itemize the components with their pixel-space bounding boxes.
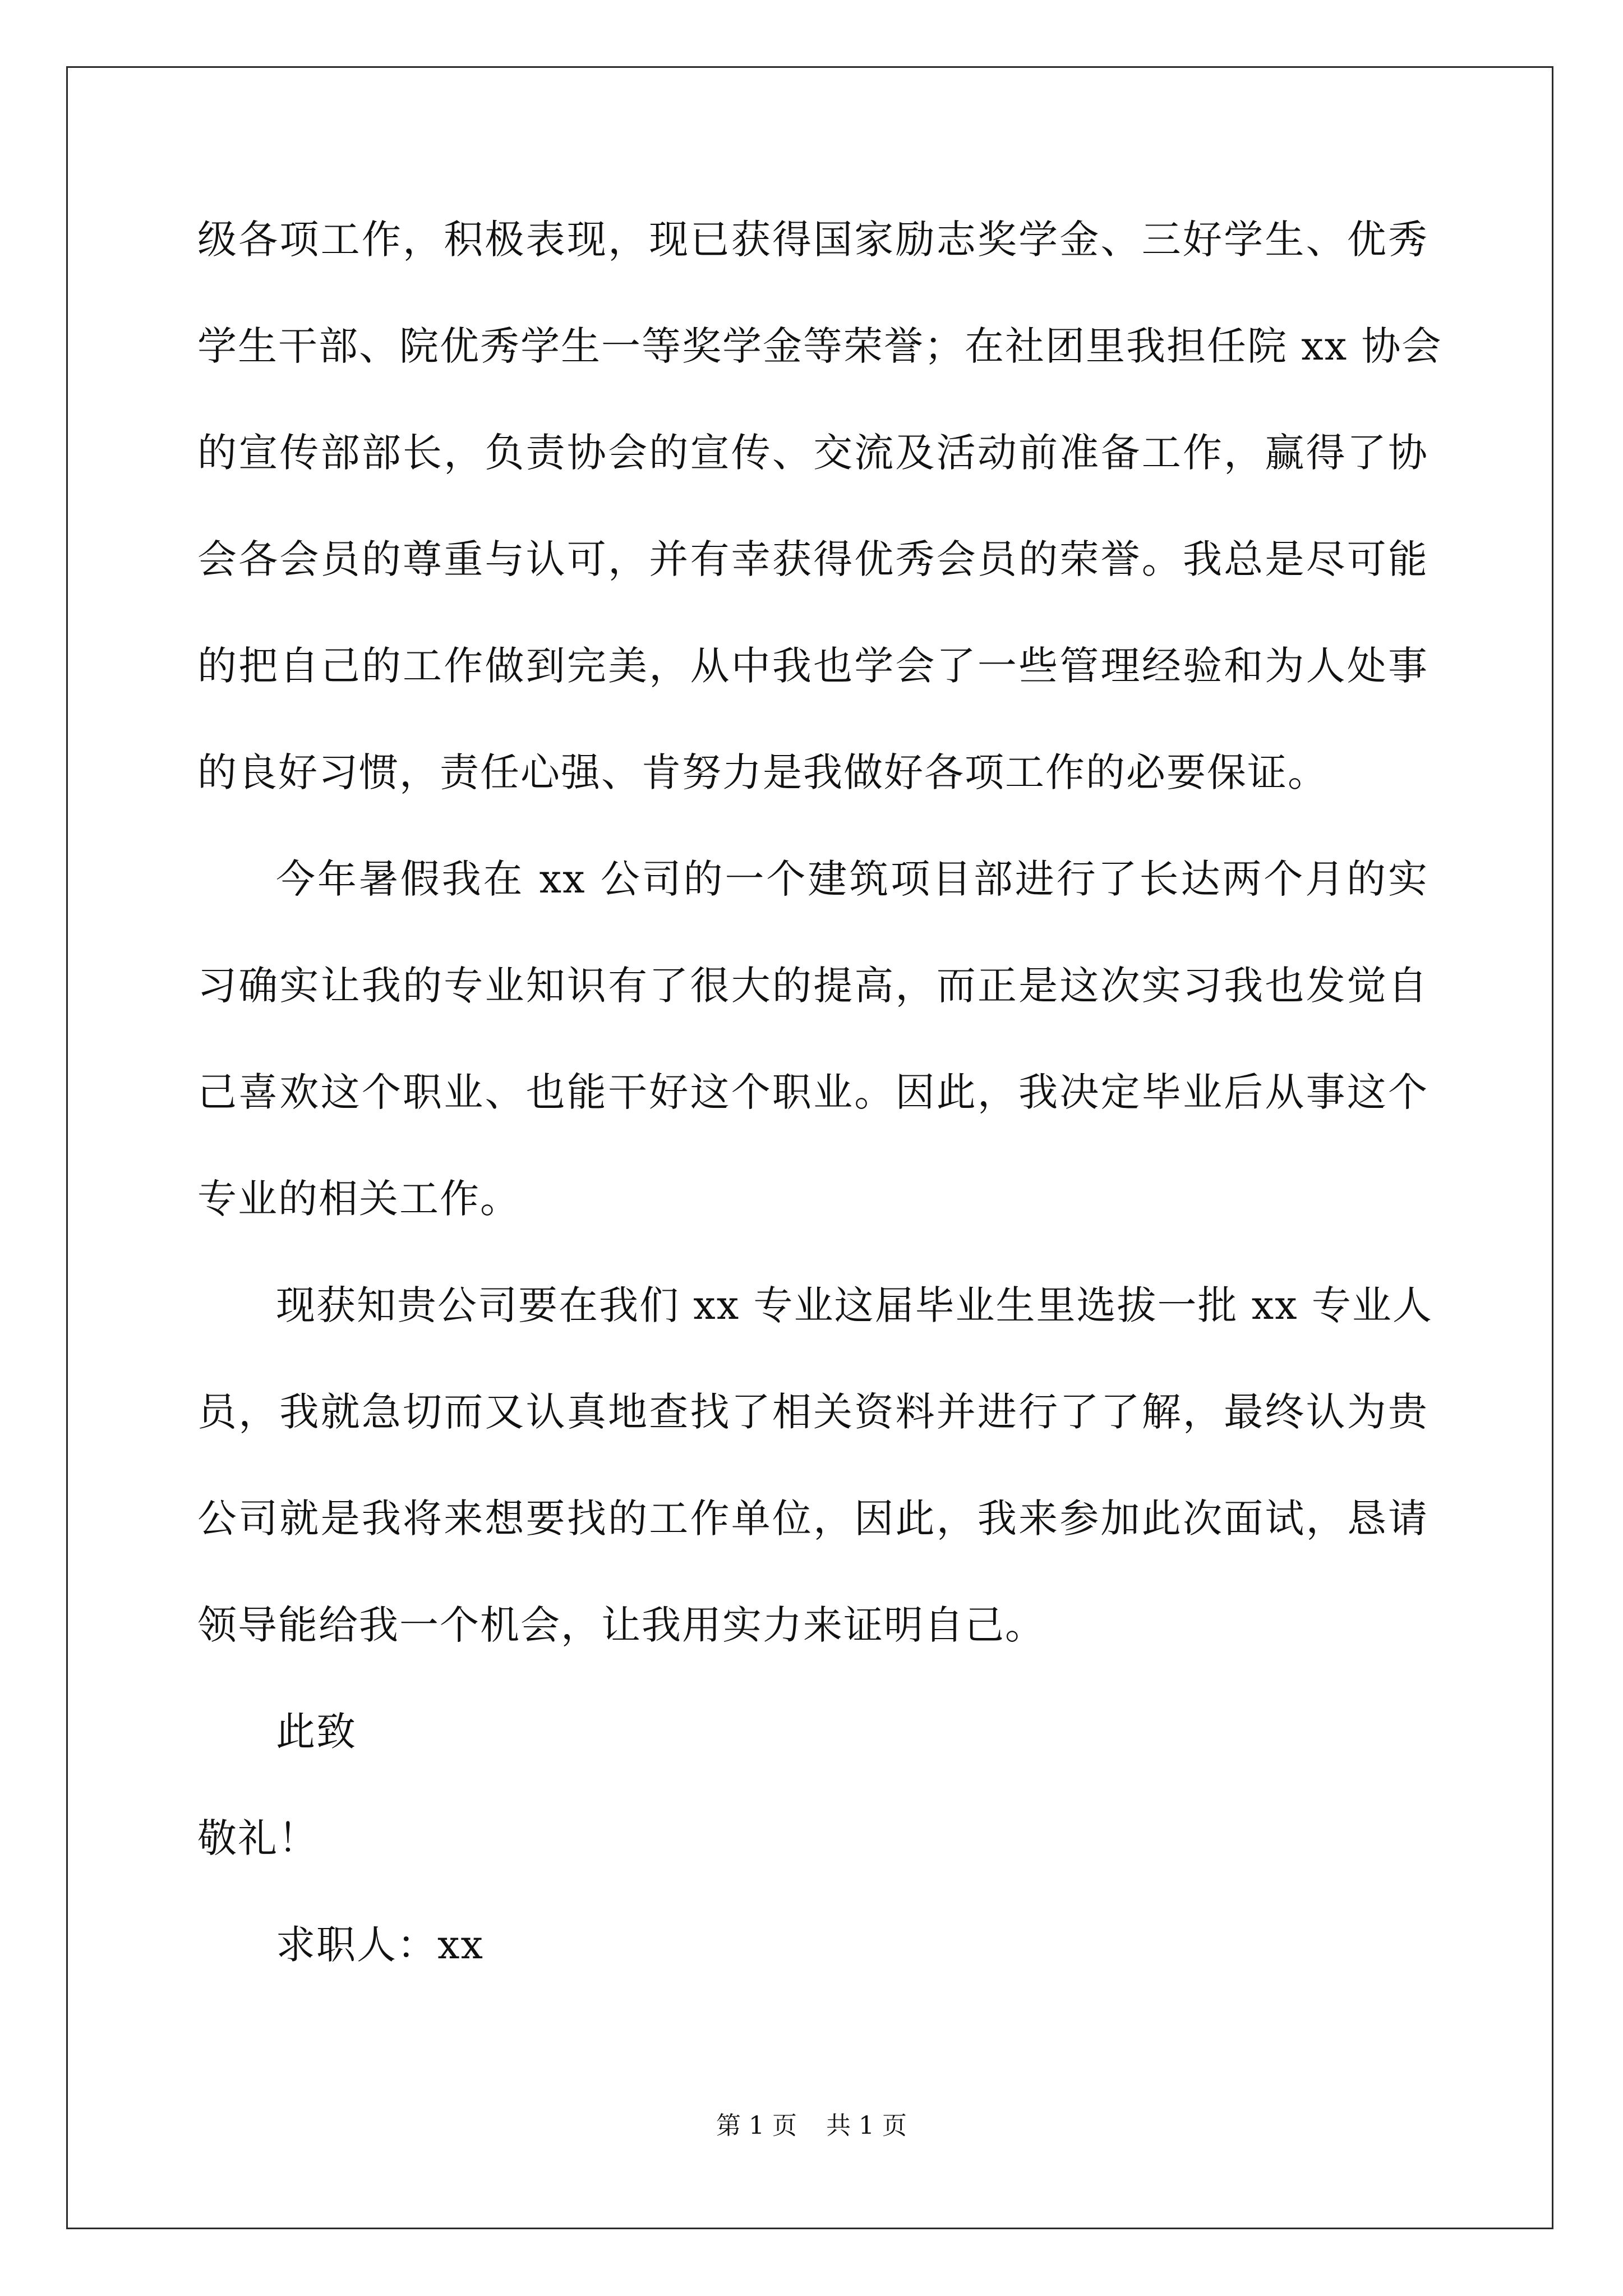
- closing-salutation: 此致: [276, 1709, 357, 1755]
- paragraph-line: 今年暑假我在 xx 公司的一个建筑项目部进行了长达两个月的实: [276, 856, 1428, 902]
- letter-body: [197, 209, 1442, 2021]
- paragraph-line: 公司就是我将来想要找的工作单位，因此，我来参加此次面试，恳请: [197, 1496, 1428, 1542]
- paragraph-line: 会各会员的尊重与认可，并有幸获得优秀会员的荣誉。我总是尽可能: [197, 536, 1428, 582]
- page-number: 第 1 页: [716, 2111, 797, 2140]
- paragraph-line: 级各项工作，积极表现，现已获得国家励志奖学金、三好学生、优秀: [197, 217, 1428, 263]
- applicant-signature: 求职人：xx: [276, 1922, 484, 1968]
- paragraph-line: 领导能给我一个机会，让我用实力来证明自己。: [197, 1602, 1045, 1648]
- page-total: 共 1 页: [826, 2111, 907, 2140]
- paragraph-line: 专业的相关工作。: [197, 1176, 520, 1222]
- paragraph-line: 的良好习惯，责任心强、肯努力是我做好各项工作的必要保证。: [197, 749, 1328, 795]
- paragraph-line: 己喜欢这个职业、也能干好这个职业。因此，我决定毕业后从事这个: [197, 1069, 1428, 1115]
- page-footer: [0, 2109, 1623, 2143]
- closing-regards: 敬礼！: [197, 1815, 319, 1861]
- paragraph-line: 的宣传部部长，负责协会的宣传、交流及活动前准备工作，赢得了协: [197, 430, 1428, 476]
- paragraph-line: 习确实让我的专业知识有了很大的提高，而正是这次实习我也发觉自: [197, 963, 1428, 1009]
- paragraph-line: 的把自己的工作做到完美，从中我也学会了一些管理经验和为人处事: [197, 643, 1428, 689]
- paragraph-line: 学生干部、院优秀学生一等奖学金等荣誉；在社团里我担任院 xx 协会: [197, 323, 1442, 369]
- paragraph-line: 员，我就急切而又认真地查找了相关资料并进行了了解，最终认为贵: [197, 1389, 1428, 1435]
- paragraph-line: 现获知贵公司要在我们 xx 专业这届毕业生里选拔一批 xx 专业人: [276, 1282, 1433, 1328]
